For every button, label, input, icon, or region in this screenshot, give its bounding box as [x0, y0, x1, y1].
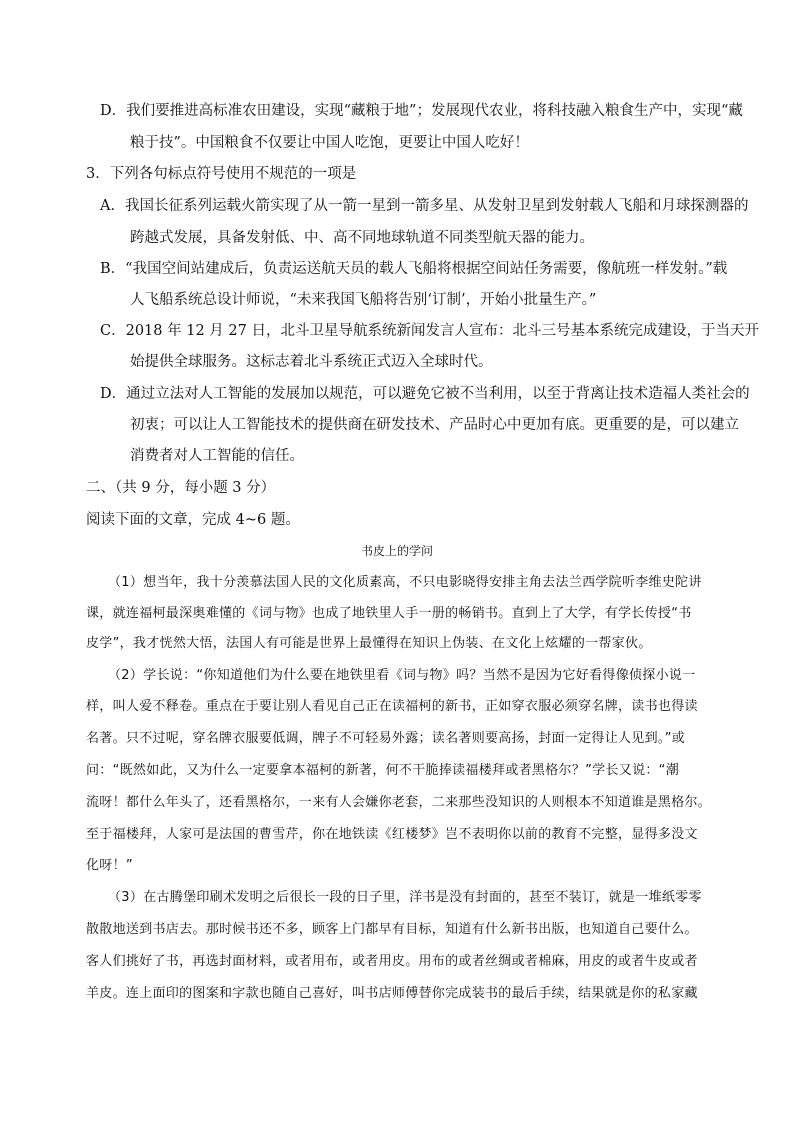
- q3-option-a-text-1: 我国长征系列运载火箭实现了从一箭一星到一箭多星、从发射卫星到发射载人飞船和月球探测器的: [124, 198, 749, 214]
- q3-option-d-line-3: 消费者对人工智能的信任。: [130, 448, 304, 464]
- article-p1-line-2: 课，就连福柯最深奥难懂的《词与物》也成了地铁里人手一册的畅销书。直到上了大学，有学长传授“书: [86, 606, 692, 621]
- q3-option-c-text-1: 2018 年 12 月 27 日，北斗卫星导航系统新闻发言人宣布：北斗三号基本系统完成建设，于当天开: [125, 323, 759, 339]
- article-p2-line-6: 至于福楼拜，人家可是法国的曹雪芹，你在地铁读《红楼梦》岂不表明你以前的教育不完整，显得多没文: [86, 827, 698, 842]
- article-p3-line-3: 客人们挑好了书，再选封面材料，或者用布，或者用皮。用布的或者丝绸或者棉麻，用皮的或者牛皮或者: [86, 954, 698, 969]
- q3-option-b-text-1: “我国空间站建成后，负责运送航天员的载人飞船将根据空间站任务需要，像航班一样发射。”载: [125, 261, 728, 277]
- article-p3-line-2: 散散地送到书店去。那时候书还不多，顾客上门都早有目标，知道有什么新书出版，也知道自己要什么。: [86, 922, 698, 937]
- q2-option-d-label: D．: [100, 103, 127, 119]
- q3-option-c-label: C．: [100, 323, 126, 339]
- q2-option-d-text-1: 我们要推进高标准农田建设，实现“藏粮于地”；发展现代农业，将科技融入粮食生产中，实现“藏: [126, 103, 743, 119]
- q3-option-a-label: A．: [100, 198, 125, 214]
- article-p2-line-3: 名著。只不过呢，穿名牌衣服要低调，牌子不可轻易外露；读名著则要高扬，封面一定得让人见到。”或: [86, 731, 686, 746]
- article-p2-line-1: （2）学长说：“你知道他们为什么要在地铁里看《词与物》吗？当然不是因为它好看得像侦探小说一: [108, 668, 696, 683]
- q2-option-d-line-1: [100, 101, 743, 121]
- article-p1-line-1: （1）想当年，我十分羡慕法国人民的文化质素高，不只电影晓得安排主角去法兰西学院听李维史陀讲: [108, 575, 702, 590]
- q3-option-a-line-2: 跨越式发展，具备发射低、中、高不同地球轨道不同类型航天器的能力。: [130, 230, 594, 246]
- q3-option-d-line-1: [100, 384, 750, 404]
- q3-option-d-line-2: 初衷；可以让人工智能技术的提供商在研发技术、产品时心中更加有底。更重要的是，可以建立: [130, 417, 739, 433]
- article-p2-line-7: 化呀！”: [86, 858, 133, 873]
- article-p3-line-4: 羊皮。连上面印的图案和字款也随自己喜好，叫书店师傅替你完成装书的最后手续，结果就是你的私家藏: [86, 986, 698, 1001]
- q3-option-d-label: D．: [100, 386, 127, 402]
- q2-option-d-line-2: 粮于技”。中国粮食不仅要让中国人吃饱，更要让中国人吃好！: [130, 135, 529, 151]
- q3-option-b-line-2: 人飞船系统总设计师说，“未来我国飞船将告别‘订制’，开始小批量生产。”: [130, 292, 597, 308]
- q3-option-b-line-1: [100, 259, 727, 279]
- q3-option-c-line-2: 始提供全球服务。这标志着北斗系统正式迈入全球时代。: [130, 354, 493, 370]
- article-p3-line-1: （3）在古腾堡印刷术发明之后很长一段的日子里，洋书是没有封面的，甚至不装订，就是一堆纸零零: [108, 890, 702, 905]
- article-p1-line-3: 皮学”，我才恍然大悟，法国人有可能是世界上最懂得在知识上伪装、在文化上炫耀的一帮家伙。: [86, 636, 652, 651]
- article-p2-line-4: 问：“既然如此，又为什么一定要拿本福柯的新著，何不干脆捧读福楼拜或者黑格尔？”学长又说：“潮: [86, 763, 680, 778]
- article-p2-line-2: 样，叫人爱不释卷。重点在于要让别人看见自己正在读福柯的新书，正如穿衣服必须穿名牌，读书也得读: [86, 699, 698, 714]
- q3-option-c-line-1: [100, 321, 759, 341]
- section2-instruction: 阅读下面的文章，完成 4~6 题。: [86, 512, 300, 528]
- q3-option-d-text-1: 通过立法对人工智能的发展加以规范，可以避免它被不当利用，以至于背离让技术造福人类社会的: [126, 386, 750, 402]
- section2-heading: 二、（共 9 分，每小题 3 分）: [86, 480, 276, 496]
- article-p2-line-5: 流呀！都什么年头了，还看黑格尔，一来有人会嫌你老套，二来那些没知识的人则根本不知道谁是黑格尔。: [86, 795, 712, 810]
- article-title: 书皮上的学问: [360, 544, 433, 558]
- q3-option-b-label: B．: [100, 261, 126, 277]
- q3-option-a-line-1: [100, 196, 748, 216]
- q3-stem: 3．下列各句标点符号使用不规范的一项是: [86, 166, 357, 182]
